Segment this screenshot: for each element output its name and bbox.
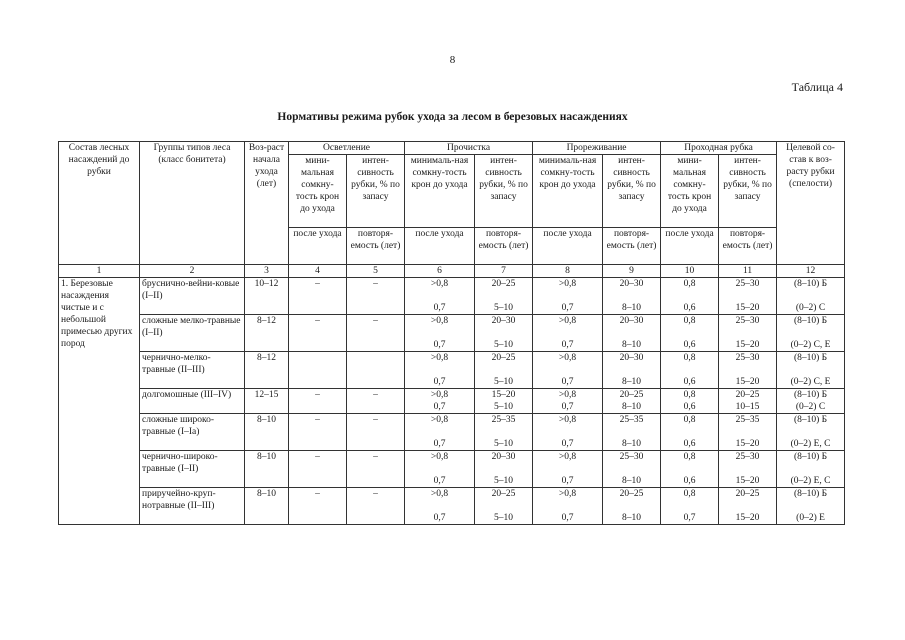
value-cell: 25–35 15–20 bbox=[719, 414, 777, 451]
forest-type-cell: бруснично-вейни-ковые (I–II) bbox=[140, 278, 245, 315]
value-cell: 0,8 0,7 bbox=[661, 488, 719, 525]
age-cell: 12–15 bbox=[245, 389, 289, 414]
value-cell: >0,8 0,7 bbox=[533, 451, 603, 488]
forest-type-cell: чернично-широко-травные (I–II) bbox=[140, 451, 245, 488]
value-cell: 0,8 0,6 bbox=[661, 278, 719, 315]
header-row-1 bbox=[59, 142, 845, 155]
value-cell bbox=[347, 352, 405, 389]
value-cell: – bbox=[289, 278, 347, 315]
col-num: 5 bbox=[347, 265, 405, 278]
value-cell: (8–10) Б (0–2) С, Е bbox=[777, 352, 845, 389]
value-cell: – bbox=[289, 488, 347, 525]
header-forest-types: Группы типов леса (класс бонитета) bbox=[140, 142, 245, 265]
header-min-density-2: минималь-ная сомкну-тость крон до ухода bbox=[405, 155, 475, 228]
header-start-age: Воз-раст начала ухода (лет) bbox=[245, 142, 289, 265]
header-after-4: после ухода bbox=[661, 228, 719, 265]
col-num: 10 bbox=[661, 265, 719, 278]
value-cell: 20–30 5–10 bbox=[475, 315, 533, 352]
forest-type-cell: сложные мелко-травные (I–II) bbox=[140, 315, 245, 352]
header-target: Целевой со-став к воз-расту рубки (спелости) bbox=[777, 142, 845, 265]
forest-type-cell: долгомошные (III–IV) bbox=[140, 389, 245, 414]
page-number: 8 bbox=[449, 54, 456, 66]
age-cell: 10–12 bbox=[245, 278, 289, 315]
table-row bbox=[59, 278, 845, 315]
col-num: 2 bbox=[140, 265, 245, 278]
age-cell: 8–12 bbox=[245, 315, 289, 352]
value-cell: (8–10) Б (0–2) Е, С bbox=[777, 414, 845, 451]
value-cell: 0,8 0,6 bbox=[661, 451, 719, 488]
value-cell: – bbox=[347, 488, 405, 525]
column-numbers-row bbox=[59, 265, 845, 278]
table-row bbox=[59, 451, 845, 488]
value-cell: – bbox=[289, 315, 347, 352]
value-cell: 0,8 0,6 bbox=[661, 389, 719, 414]
forest-type-cell: чернично-мелко-травные (II–III) bbox=[140, 352, 245, 389]
value-cell: >0,8 0,7 bbox=[533, 414, 603, 451]
value-cell: (8–10) Б (0–2) Е bbox=[777, 488, 845, 525]
norms-table bbox=[58, 141, 845, 525]
col-num: 7 bbox=[475, 265, 533, 278]
value-cell: – bbox=[289, 414, 347, 451]
value-cell: 20–25 10–15 bbox=[719, 389, 777, 414]
value-cell bbox=[289, 352, 347, 389]
header-min-density-4: мини-мальная сомкну-тость крон до ухода bbox=[661, 155, 719, 228]
value-cell: 25–30 8–10 bbox=[603, 451, 661, 488]
value-cell: 15–20 5–10 bbox=[475, 389, 533, 414]
table-row bbox=[59, 414, 845, 451]
header-repeat-3: повторя-емость (лет) bbox=[603, 228, 661, 265]
value-cell: (8–10) Б (0–2) С bbox=[777, 389, 845, 414]
value-cell: >0,8 0,7 bbox=[405, 389, 475, 414]
value-cell: >0,8 0,7 bbox=[405, 451, 475, 488]
value-cell: 20–25 5–10 bbox=[475, 352, 533, 389]
col-num: 1 bbox=[59, 265, 140, 278]
value-cell: 20–30 8–10 bbox=[603, 315, 661, 352]
value-cell: >0,8 0,7 bbox=[405, 278, 475, 315]
value-cell: 20–30 8–10 bbox=[603, 352, 661, 389]
age-cell: 8–10 bbox=[245, 488, 289, 525]
value-cell: 20–25 5–10 bbox=[475, 278, 533, 315]
value-cell: 25–35 5–10 bbox=[475, 414, 533, 451]
value-cell: (8–10) Б (0–2) С, Е bbox=[777, 315, 845, 352]
header-min-density-3: минималь-ная сомкну-тость крон до ухода bbox=[533, 155, 603, 228]
value-cell: 25–30 15–20 bbox=[719, 352, 777, 389]
value-cell: >0,8 0,7 bbox=[405, 352, 475, 389]
header-repeat-2: повторя-емость (лет) bbox=[475, 228, 533, 265]
table-row bbox=[59, 389, 845, 414]
header-repeat-4: повторя-емость (лет) bbox=[719, 228, 777, 265]
value-cell: 25–30 15–20 bbox=[719, 451, 777, 488]
header-passing-cut: Проходная рубка bbox=[661, 142, 777, 155]
table-row bbox=[59, 315, 845, 352]
header-intensity-1: интен-сивность рубки, % по запасу bbox=[347, 155, 405, 228]
value-cell: 20–25 5–10 bbox=[475, 488, 533, 525]
age-cell: 8–12 bbox=[245, 352, 289, 389]
col-num: 12 bbox=[777, 265, 845, 278]
value-cell: 25–35 8–10 bbox=[603, 414, 661, 451]
header-composition: Состав лесных насаждений до рубки bbox=[59, 142, 140, 265]
col-num: 4 bbox=[289, 265, 347, 278]
value-cell: 0,8 0,6 bbox=[661, 414, 719, 451]
value-cell: >0,8 0,7 bbox=[533, 315, 603, 352]
header-intensity-2: интен-сивность рубки, % по запасу bbox=[475, 155, 533, 228]
forest-type-cell: сложные широко-травные (I–Iа) bbox=[140, 414, 245, 451]
value-cell: 20–25 8–10 bbox=[603, 488, 661, 525]
value-cell: 20–25 8–10 bbox=[603, 389, 661, 414]
value-cell: >0,8 0,7 bbox=[533, 389, 603, 414]
header-intensity-3: интен-сивность рубки, % по запасу bbox=[603, 155, 661, 228]
value-cell: 0,8 0,6 bbox=[661, 352, 719, 389]
col-num: 11 bbox=[719, 265, 777, 278]
header-thinning: Прореживание bbox=[533, 142, 661, 155]
header-repeat-1: повторя-емость (лет) bbox=[347, 228, 405, 265]
header-after-3: после ухода bbox=[533, 228, 603, 265]
value-cell: 25–30 15–20 bbox=[719, 315, 777, 352]
value-cell: >0,8 0,7 bbox=[405, 488, 475, 525]
header-after-2: после ухода bbox=[405, 228, 475, 265]
value-cell: (8–10) Б (0–2) Е, С bbox=[777, 451, 845, 488]
value-cell: – bbox=[289, 389, 347, 414]
age-cell: 8–10 bbox=[245, 451, 289, 488]
value-cell: 0,8 0,6 bbox=[661, 315, 719, 352]
value-cell: >0,8 0,7 bbox=[533, 352, 603, 389]
document-title: Нормативы режима рубок ухода за лесом в березовых насаждениях bbox=[277, 111, 628, 123]
forest-type-cell: приручейно-круп-нотравные (II–III) bbox=[140, 488, 245, 525]
value-cell: 20–30 5–10 bbox=[475, 451, 533, 488]
value-cell: – bbox=[347, 278, 405, 315]
col-num: 9 bbox=[603, 265, 661, 278]
table-row bbox=[59, 488, 845, 525]
group-label: 1. Березовые насаждения чистые и с небольшой примесью других пород bbox=[59, 278, 140, 525]
value-cell: 20–30 8–10 bbox=[603, 278, 661, 315]
value-cell: (8–10) Б (0–2) С bbox=[777, 278, 845, 315]
value-cell: – bbox=[347, 315, 405, 352]
col-num: 6 bbox=[405, 265, 475, 278]
age-cell: 8–10 bbox=[245, 414, 289, 451]
value-cell: – bbox=[347, 414, 405, 451]
value-cell: – bbox=[289, 451, 347, 488]
header-cleaning: Прочистка bbox=[405, 142, 533, 155]
header-intensity-4: интен-сивность рубки, % по запасу bbox=[719, 155, 777, 228]
col-num: 3 bbox=[245, 265, 289, 278]
value-cell: 25–30 15–20 bbox=[719, 278, 777, 315]
value-cell: 20–25 15–20 bbox=[719, 488, 777, 525]
table-label: Таблица 4 bbox=[791, 80, 843, 94]
value-cell: >0,8 0,7 bbox=[405, 315, 475, 352]
col-num: 8 bbox=[533, 265, 603, 278]
header-after-1: после ухода bbox=[289, 228, 347, 265]
value-cell: >0,8 0,7 bbox=[533, 278, 603, 315]
value-cell: >0,8 0,7 bbox=[405, 414, 475, 451]
value-cell: >0,8 0,7 bbox=[533, 488, 603, 525]
table-row bbox=[59, 352, 845, 389]
header-min-density-1: мини-мальная сомкну-тость крон до ухода bbox=[289, 155, 347, 228]
header-clarification: Осветление bbox=[289, 142, 405, 155]
value-cell: – bbox=[347, 389, 405, 414]
value-cell: – bbox=[347, 451, 405, 488]
